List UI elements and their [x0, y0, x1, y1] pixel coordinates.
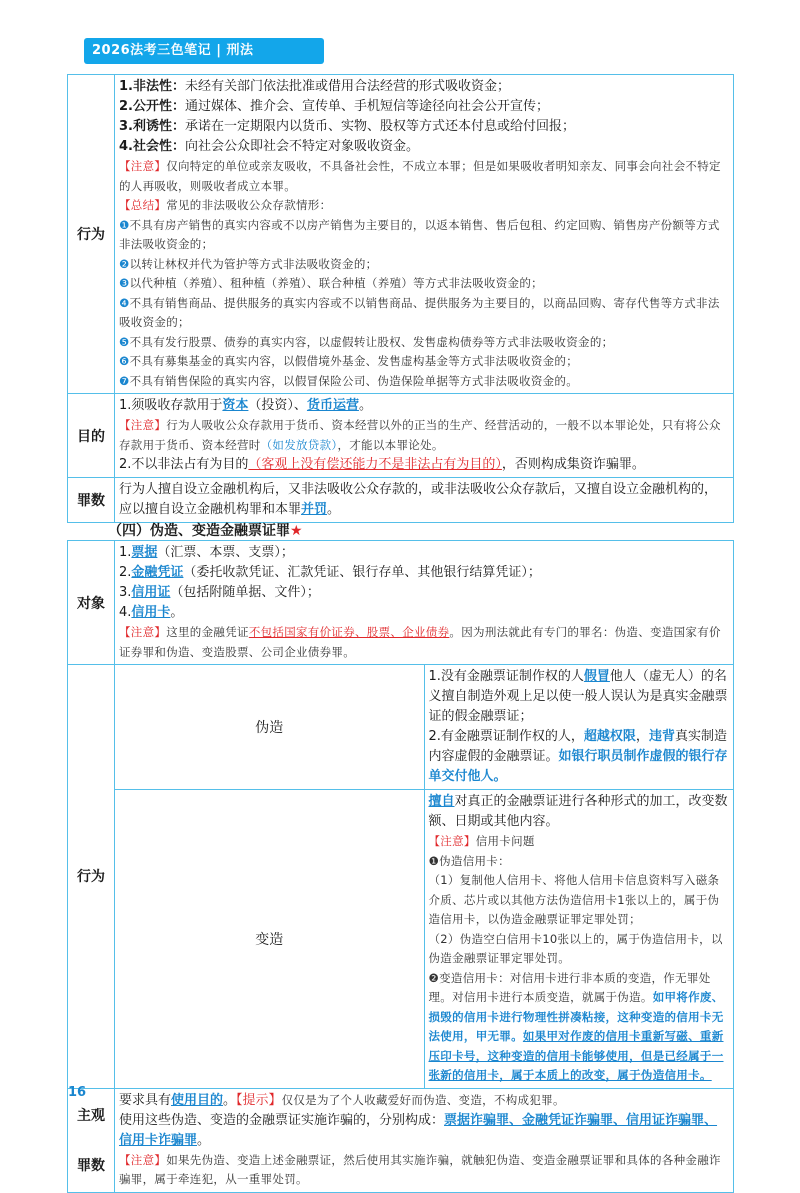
table-financial-instruments — [67, 540, 734, 1193]
item-num: 1. — [119, 79, 133, 94]
note-tag: 【注意】 — [119, 418, 167, 432]
text: ， — [635, 729, 649, 744]
note-text: 信用卡问题 — [475, 834, 535, 848]
text: 1.须吸收存款用于 — [119, 398, 223, 413]
mudi-line-2 — [119, 455, 729, 475]
keyword: 假冒 — [583, 669, 610, 684]
text: 1.没有金融票证制作权的人 — [428, 669, 584, 684]
summary-text: 常见的非法吸收公众存款情形： — [166, 198, 332, 212]
note-text: 仅向特定的单位或亲友吸收，不具备社会性，不成立本罪；但是如果吸收者明知亲友、同事会向社会不特定的人再吸收，则吸收者成立本罪。 — [119, 159, 721, 193]
case-text: 不具有销售商品、提供服务的真实内容或不以销售商品、提供服务为主要目的，以商品回购、寄存代售等方式非法吸收资金的； — [119, 295, 720, 329]
zuishu-line — [119, 1111, 729, 1151]
item-text: 。 — [170, 605, 184, 620]
cell-weizao — [424, 665, 734, 790]
keyword: 票据诈骗罪、金融凭证诈骗罪、信用证诈骗罪、信用卡诈骗罪 — [119, 1112, 718, 1148]
item-text: （汇票、本票、支票）； — [157, 545, 294, 560]
item-colon: ： — [172, 139, 186, 154]
weizao-line-1 — [429, 667, 730, 727]
note-text: ，才能以本罪论处。 — [337, 437, 444, 452]
example-text: 如果甲对作废的信用卡重新写磁、重新压印卡号，这种变造的信用卡能够使用，但是已经属于一张新的信用卡，属于本质上的改变，属于伪造信用卡。 — [428, 1029, 724, 1082]
item-colon: ： — [172, 99, 186, 114]
row-bianzao — [68, 790, 734, 1089]
note-tag: 【注意】 — [119, 625, 167, 639]
note-text: 。因为刑法就此有专门的罪名：伪造、变造国家有价证券罪和伪造、变造股票、公司企业债券罪。 — [119, 625, 721, 659]
case-item — [119, 274, 729, 294]
case-text: 不具有发行股票、债券的真实内容，以虚假转让股权、发售虚构债券等方式非法吸收资金的； — [129, 334, 614, 349]
summary-block — [119, 196, 729, 216]
item-num: 1. — [119, 545, 132, 560]
row-zhuguan-zuishu — [68, 1088, 734, 1192]
label-zuishu: 罪数 — [68, 478, 115, 523]
tip-text: 仅仅是为了个人收藏爱好而伪造、变造，不构成犯罪。 — [281, 1092, 565, 1107]
list-item — [119, 603, 729, 623]
note-text: 这里的金融凭证 — [166, 625, 249, 639]
row-weizao — [68, 665, 734, 790]
item-colon: ： — [172, 119, 186, 134]
item-text: 通过媒体、推介会、宣传单、手机短信等途径向社会公开宣传； — [185, 99, 550, 114]
note-text: 行为人吸收公众存款用于货币、资本经营以外的正当的生产、经营活动的，一般不以本罪论处，只有将公众存款用于货币、资本经营时 — [119, 418, 721, 452]
text: 对真正的金融票证进行各种形式的加工，改变数额、日期或其他内容。 — [428, 794, 728, 829]
table-illegal-deposit — [67, 74, 734, 523]
text: 。 — [197, 1132, 211, 1148]
item-key: 金融凭证 — [131, 565, 184, 580]
note-tag: 【注意】 — [428, 834, 476, 848]
case-item — [119, 333, 729, 353]
text: 使用这些伪造、变造的金融票证实施诈骗的，分别构成： — [119, 1112, 445, 1128]
sub-point: ❶伪造信用卡： — [428, 853, 510, 868]
row-duixiang — [68, 541, 734, 665]
cell-xingwei — [115, 75, 734, 394]
keyword: 货币运营 — [306, 398, 359, 413]
keyword: 违背 — [648, 729, 675, 744]
text: 行为人擅自设立金融机构后，又非法吸收公众存款的，或非法吸收公众存款后，又擅自设立金融机构的，应以擅自设立金融机构罪和本罪 — [119, 482, 718, 517]
text: ，否则构成集资诈骗罪。 — [501, 457, 645, 472]
label-xingwei-2: 行为 — [68, 665, 115, 1089]
text: （投资）、 — [248, 398, 307, 413]
list-item — [119, 543, 729, 563]
keyword: 超越权限 — [583, 729, 636, 744]
item-text: 承诺在一定期限内以货币、实物、股权等方式还本付息或给付回报； — [185, 119, 576, 134]
note-tag: 【注意】 — [119, 1152, 167, 1167]
text: ❷变造信用卡：对信用卡进行非本质的变造，作无罪处理。对信用卡进行本质变造，就属于伪造。 — [428, 970, 711, 1004]
item-colon: ： — [172, 79, 186, 94]
item-num: 2. — [119, 565, 132, 580]
text: 。 — [223, 1092, 237, 1108]
note-tag: 【注意】 — [119, 159, 167, 173]
case-item — [119, 255, 729, 275]
item-text: （包括附随单据、文件）； — [170, 585, 320, 600]
item-text: 未经有关部门依法批准或借用合法经营的形式吸收资金； — [185, 79, 511, 94]
item-key: 信用卡 — [131, 605, 171, 620]
label-xingwei: 行为 — [68, 75, 115, 394]
note-highlight: （如发放贷款） — [260, 437, 338, 452]
list-item — [119, 77, 729, 97]
page-header-title: 2026法考三色笔记 | 刑法 — [84, 38, 324, 64]
list-item — [119, 97, 729, 117]
label-mudi: 目的 — [68, 394, 115, 478]
item-num: 3. — [119, 585, 132, 600]
case-item — [119, 216, 729, 255]
case-item — [119, 372, 729, 392]
keyword-red: （客观上没有偿还能力不是非法占有为目的） — [248, 457, 502, 472]
row-mudi — [68, 394, 734, 478]
zuishu-text — [119, 480, 729, 520]
case-item — [119, 294, 729, 333]
case-text: 不具有房产销售的真实内容或不以房产销售为主要目的，以返本销售、售后包租、约定回购、销售房产份额等方式非法吸收资金的； — [119, 217, 720, 251]
note-block — [119, 416, 729, 455]
case-mark: ❸ — [119, 276, 130, 290]
row-xingwei — [68, 75, 734, 394]
summary-tag: 【总结】 — [119, 198, 167, 212]
text: 2.有金融票证制作权的人， — [428, 729, 584, 744]
text: 。 — [358, 398, 372, 413]
item-num: 4. — [119, 139, 133, 154]
star-icon: ★ — [290, 523, 303, 539]
tip-tag: 【提示】 — [236, 1092, 282, 1108]
text: 。 — [327, 502, 341, 517]
list-item — [119, 583, 729, 603]
weizao-line-2 — [429, 727, 730, 787]
item-key: 非法性 — [132, 79, 172, 94]
keyword: 使用目的 — [171, 1092, 224, 1108]
list-item — [119, 563, 729, 583]
case-mark: ❼ — [119, 373, 130, 388]
keyword: 擅自 — [428, 794, 455, 809]
example-text: 如甲将作废、损毁的信用卡进行物理性拼凑粘接，这种变造的信用卡无法使用，甲无罪。 — [428, 990, 724, 1043]
text: 他人（虚无人）的名义擅自制造外观上足以使一般人误认为是真实金融票证的假金融票证； — [428, 669, 728, 724]
mudi-line-1 — [119, 396, 729, 416]
example-text: 如银行职员制作虚假的银行存单交付他人。 — [428, 749, 728, 784]
item-key: 利诱性 — [132, 119, 172, 134]
label-duixiang: 对象 — [68, 541, 115, 665]
item-num: 3. — [119, 119, 133, 134]
item-num: 4. — [119, 605, 132, 620]
note-block — [119, 623, 729, 662]
row-zuishu — [68, 478, 734, 523]
note-block — [119, 157, 729, 196]
sub-point — [429, 969, 730, 1086]
item-key: 信用证 — [131, 585, 171, 600]
label-zhuguan: 主观 — [77, 1108, 105, 1124]
case-mark: ❶ — [119, 217, 130, 232]
label-bianzao: 变造 — [115, 790, 425, 1089]
case-mark: ❹ — [119, 295, 130, 310]
list-item — [119, 117, 729, 137]
bianzao-line-1 — [429, 792, 730, 832]
item-key: 票据 — [131, 545, 158, 560]
case-text: 不具有募集基金的真实内容，以假借境外基金、发售虚构基金等方式非法吸收资金的； — [129, 354, 579, 368]
cell-bianzao — [424, 790, 734, 1089]
case-item — [119, 352, 729, 372]
cell-duixiang — [115, 541, 734, 665]
case-mark: ❷ — [119, 256, 130, 271]
cell-zuishu — [115, 478, 734, 523]
item-key: 社会性 — [132, 139, 172, 154]
item-num: 2. — [119, 99, 133, 114]
page-number: 16 — [68, 1085, 87, 1100]
section-title — [108, 520, 303, 540]
text: 要求具有 — [119, 1092, 172, 1108]
item-text: 向社会公众即社会不特定对象吸收资金。 — [185, 139, 420, 154]
cell-zhuguan-zuishu — [115, 1088, 734, 1192]
label-zuishu: 罪数 — [77, 1158, 105, 1174]
text: 真实制造内容虚假的金融票证。 — [428, 729, 727, 764]
keyword: 并罚 — [301, 502, 328, 517]
note-highlight: 不包括国家有价证券、股票、企业债券 — [248, 625, 450, 639]
label-zhuguan-zuishu — [68, 1088, 115, 1192]
case-mark: ❻ — [119, 354, 130, 368]
section-title-text: （四）伪造、变造金融票证罪 — [108, 523, 290, 539]
cell-mudi — [115, 394, 734, 478]
keyword: 资本 — [222, 398, 249, 413]
list-item — [119, 137, 729, 157]
sub-point: （2）伪造空白信用卡10张以上的，属于伪造信用卡，以伪造金融票证罪定罪处罚。 — [428, 931, 723, 965]
item-key: 公开性 — [132, 99, 172, 114]
case-text: 以转让林权并代为管护等方式非法吸收资金的； — [129, 256, 378, 271]
case-mark: ❺ — [119, 334, 130, 349]
case-text: 不具有销售保险的真实内容，以假冒保险公司、伪造保险单据等方式非法吸收资金的。 — [129, 373, 579, 388]
label-weizao: 伪造 — [115, 665, 425, 790]
note-block — [119, 1151, 729, 1190]
zhuguan-line — [119, 1091, 729, 1111]
note-text: 如果先伪造、变造上述金融票证，然后使用其实施诈骗，就触犯伪造、变造金融票证罪和具体的各种金融诈骗罪，属于牵连犯，从一重罪处罚。 — [119, 1152, 721, 1186]
item-text: （委托收款凭证、汇款凭证、银行存单、其他银行结算凭证）； — [183, 565, 541, 580]
case-text: 以代种植（养殖）、租种植（养殖）、联合种植（养殖）等方式非法吸收资金的； — [129, 276, 543, 290]
text: 2.不以非法占有为目的 — [119, 457, 249, 472]
sub-point: （1）复制他人信用卡、将他人信用卡信息资料写入磁条介质、芯片或以其他方法伪造信用卡1张以上的，属于伪造信用卡，以伪造金融票证罪定罪处罚； — [428, 873, 720, 926]
note-block — [429, 832, 730, 852]
